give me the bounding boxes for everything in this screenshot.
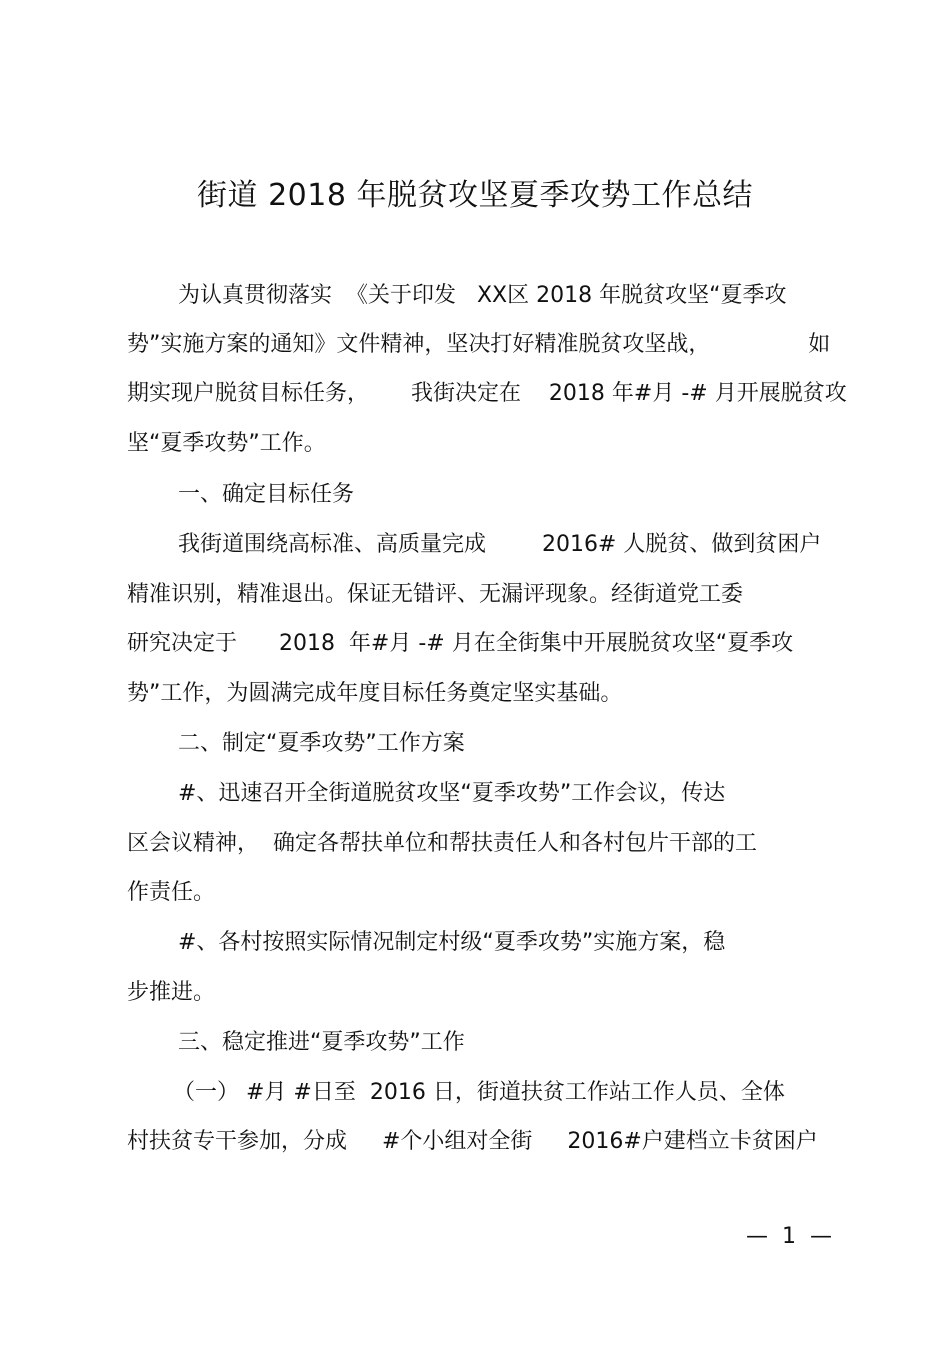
paragraph-line: 步推进。: [127, 980, 216, 1005]
paragraph-line: 坚“夏季攻势”工作。: [127, 431, 326, 456]
paragraph-line: 势”实施方案的通知》文件精神，坚决打好精准脱贫攻坚战， 如: [127, 332, 831, 357]
paragraph-line: 作责任。: [127, 880, 216, 905]
section-heading: 三、稳定推进“夏季攻势”工作: [178, 1030, 465, 1055]
paragraph-line: 研究决定于 2018 年#月 -# 月在全街集中开展脱贫攻坚“夏季攻: [127, 631, 794, 656]
paragraph-line: （一） #月 #日至 2016 日，街道扶贫工作站工作人员、全体: [173, 1080, 785, 1105]
paragraph-line: 区会议精神， 确定各帮扶单位和帮扶责任人和各村包片干部的工: [127, 831, 757, 856]
paragraph-line: 为认真贯彻落实 《关于印发 XX区 2018 年脱贫攻坚“夏季攻: [178, 283, 787, 308]
section-heading: 二、制定“夏季攻势”工作方案: [178, 731, 465, 756]
section-heading: 一、确定目标任务: [178, 482, 355, 507]
paragraph-line: #、各村按照实际情况制定村级“夏季攻势”实施方案，稳: [178, 930, 726, 955]
paragraph-line: 村扶贫专干参加，分成 #个小组对全街 2016#户建档立卡贫困户: [127, 1129, 818, 1154]
paragraph-line: 势”工作，为圆满完成年度目标任务奠定坚实基础。: [127, 681, 623, 706]
document-title: 街道 2018 年脱贫攻坚夏季攻势工作总结: [197, 178, 753, 213]
paragraph-line: 我街道围绕高标准、高质量完成 2016# 人脱贫、做到贫困户: [178, 532, 822, 557]
page-number: — 1 —: [746, 1224, 832, 1249]
paragraph-line: 期实现户脱贫目标任务， 我街决定在 2018 年#月 -# 月开展脱贫攻: [127, 381, 847, 406]
paragraph-line: #、迅速召开全街道脱贫攻坚“夏季攻势”工作会议，传达: [178, 781, 726, 806]
paragraph-line: 精准识别，精准退出。保证无错评、无漏评现象。经街道党工委: [127, 582, 744, 607]
